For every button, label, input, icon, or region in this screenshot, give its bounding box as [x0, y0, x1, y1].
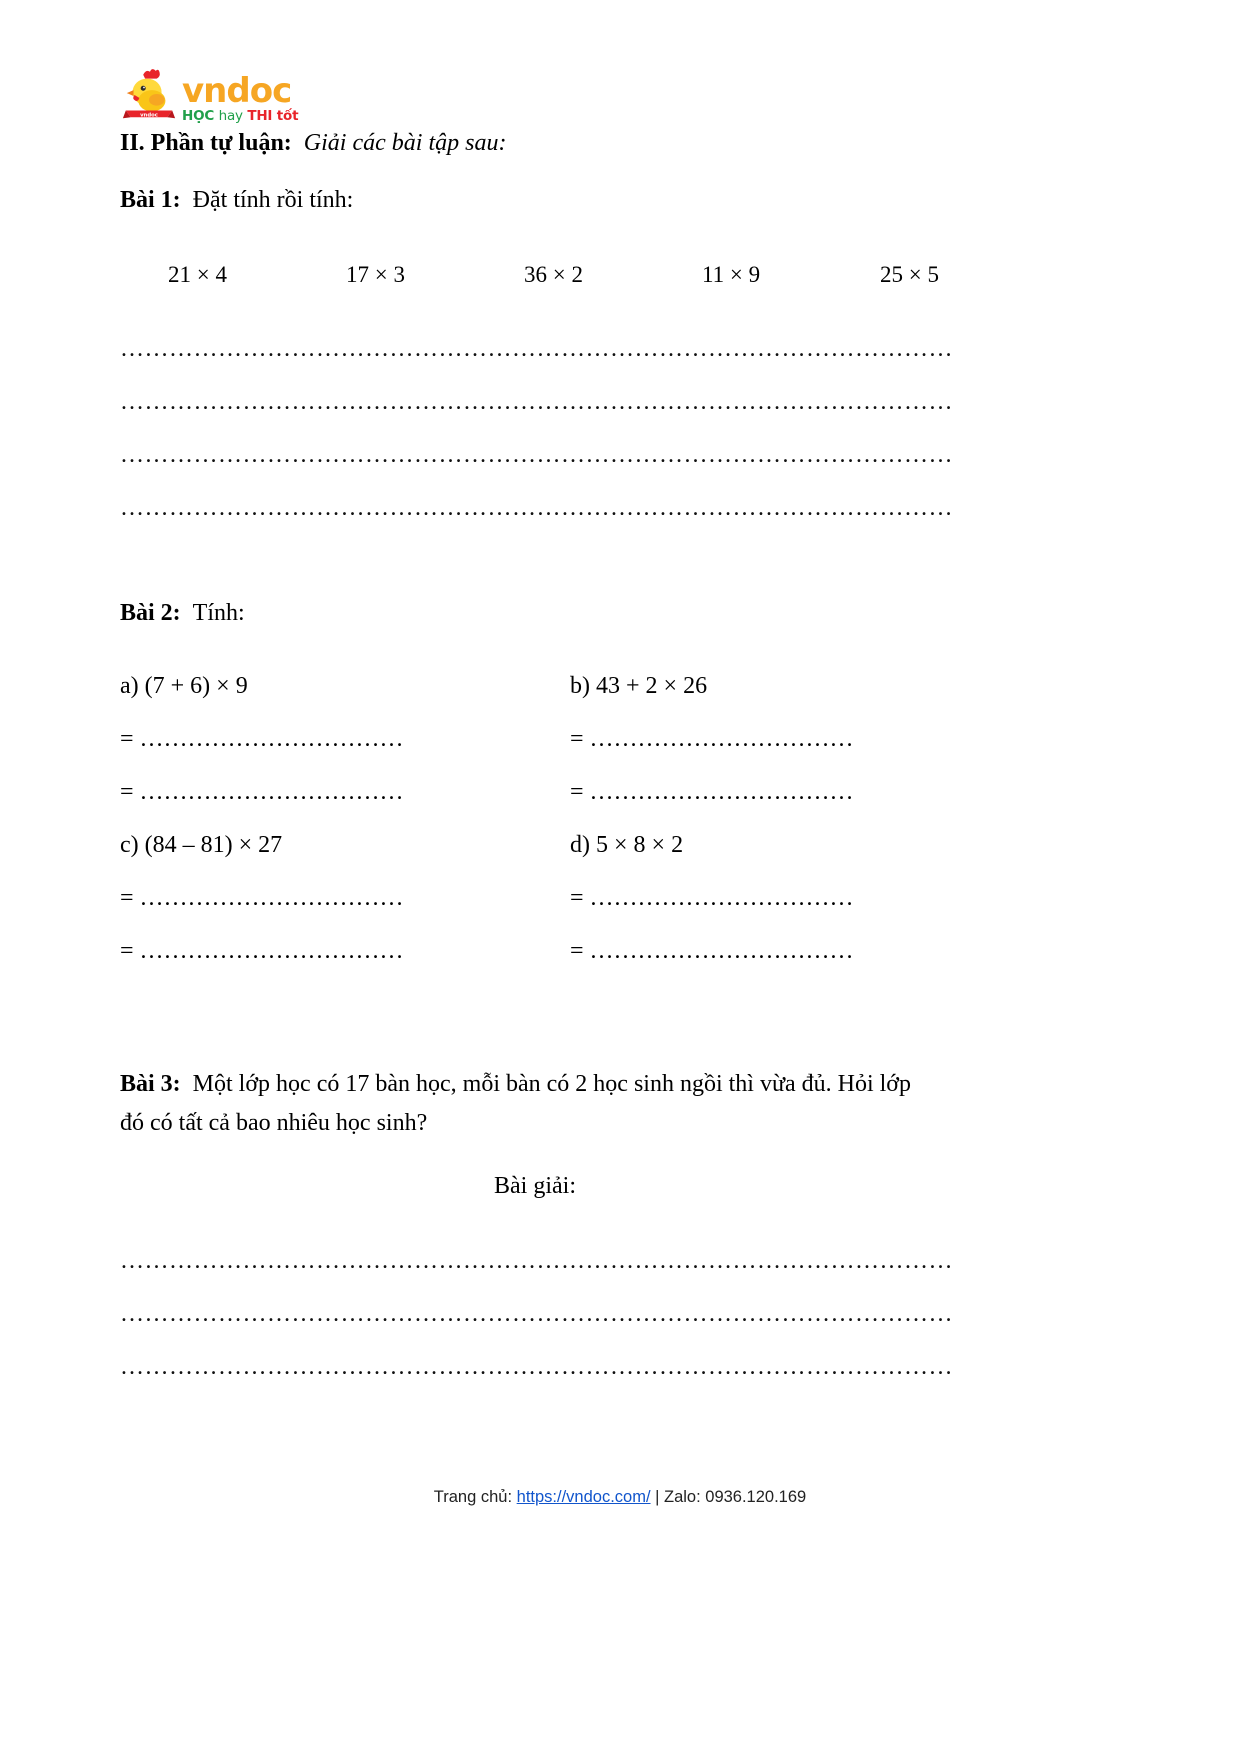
- bai1-answer-line-2: …………………………………………………………………………………………: [120, 389, 953, 415]
- bai1-answer-line-1: …………………………………………………………………………………………: [120, 336, 953, 362]
- equals-sign: =: [570, 779, 584, 805]
- bai3-solution-label: Bài giải:: [494, 1172, 576, 1199]
- bai1-label: Bài 1:: [120, 187, 181, 213]
- bai2-row-ab: [120, 673, 1120, 700]
- footer-prefix: Trang chủ:: [433, 1488, 517, 1506]
- bai2-item-b: b) 43 + 2 × 26: [570, 673, 708, 699]
- footer-website-link[interactable]: https://vndoc.com/: [516, 1488, 651, 1506]
- tagline-hay: hay: [218, 107, 243, 124]
- dots: ……………………………: [139, 726, 404, 752]
- dots: ……………………………: [589, 726, 854, 752]
- equals-sign: =: [120, 726, 134, 752]
- bai2-c-answer-1: [120, 885, 570, 912]
- dots: ……………………………: [139, 779, 404, 805]
- bai1-expr-1: 21 × 4: [168, 262, 227, 287]
- bai2-c-answer-2: [120, 938, 570, 965]
- page-footer: [0, 1488, 1240, 1507]
- bai3-text-line2: đó có tất cả bao nhiêu học sinh?: [120, 1109, 428, 1136]
- bai3-answer-line-3: …………………………………………………………………………………………: [120, 1353, 953, 1380]
- bai2-d-answer-2: [570, 938, 1020, 965]
- bai3-statement-cont: [120, 1104, 1120, 1143]
- bai2-item-a: a) (7 + 6) × 9: [120, 673, 248, 699]
- bai3-statement: [120, 1065, 1120, 1104]
- logo-wordmark: [182, 71, 299, 124]
- bai2-title: Tính:: [192, 600, 245, 626]
- bai2-row-ab-answer-2: [120, 753, 1120, 806]
- tagline-tot: tốt: [276, 107, 299, 124]
- dots: ……………………………: [589, 938, 854, 964]
- bai3-answer-line-2: …………………………………………………………………………………………: [120, 1300, 953, 1327]
- tagline-hoc: HỌC: [182, 107, 215, 124]
- bai2-a-answer-1: [120, 726, 570, 753]
- svg-text:vndoc: vndoc: [140, 112, 158, 119]
- bai3-answer-line-1: …………………………………………………………………………………………: [120, 1247, 953, 1274]
- equals-sign: =: [120, 779, 134, 805]
- bai1-expressions: [120, 262, 1120, 288]
- bai2-row-ab-answer-1: [120, 700, 1120, 753]
- bai2-heading: [120, 600, 1120, 627]
- section-label: II. Phần tự luận:: [120, 130, 292, 156]
- bai2-b-answer-1: [570, 726, 1020, 753]
- equals-sign: =: [120, 885, 134, 911]
- dots: ……………………………: [139, 938, 404, 964]
- bai2-b-answer-2: [570, 779, 1020, 806]
- bai2-label: Bài 2:: [120, 600, 181, 626]
- bai3-label: Bài 3:: [120, 1071, 181, 1097]
- footer-suffix: | Zalo: 0936.120.169: [650, 1488, 807, 1506]
- tagline-thi: THI: [247, 107, 273, 124]
- bai2-item-c: c) (84 – 81) × 27: [120, 832, 283, 858]
- rooster-mascot-icon: [120, 66, 178, 124]
- document-content: [120, 130, 1120, 1381]
- bai1-expr-2: 17 × 3: [346, 262, 405, 287]
- bai1-answer-line-4: …………………………………………………………………………………………: [120, 495, 953, 521]
- logo-tagline: [182, 107, 299, 124]
- bai1-heading: [120, 187, 1120, 214]
- bai1-answer-line-3: …………………………………………………………………………………………: [120, 442, 953, 468]
- equals-sign: =: [570, 726, 584, 752]
- vndoc-logo: [120, 62, 298, 124]
- bai1-expr-5: 25 × 5: [880, 262, 939, 287]
- bai1-title: Đặt tính rồi tính:: [192, 187, 354, 213]
- bai2-row-cd: [120, 832, 1120, 859]
- bai2-a-answer-2: [120, 779, 570, 806]
- section-heading: [120, 130, 1120, 157]
- dots: ……………………………: [139, 885, 404, 911]
- equals-sign: =: [120, 938, 134, 964]
- equals-sign: =: [570, 885, 584, 911]
- dots: ……………………………: [589, 885, 854, 911]
- bai1-expr-4: 11 × 9: [702, 262, 761, 287]
- bai1-expr-3: 36 × 2: [524, 262, 583, 287]
- bai2-d-answer-1: [570, 885, 1020, 912]
- section-instruction: Giải các bài tập sau:: [303, 130, 507, 156]
- dots: ……………………………: [589, 779, 854, 805]
- bai2-row-cd-answer-2: [120, 912, 1120, 965]
- bai2-row-cd-answer-1: [120, 859, 1120, 912]
- bai2-item-d: d) 5 × 8 × 2: [570, 832, 684, 858]
- bai3-text-line1: Một lớp học có 17 bàn học, mỗi bàn có 2 học sinh ngồi thì vừa đủ. Hỏi lớp: [192, 1071, 911, 1097]
- logo-text: vndoc: [182, 71, 292, 112]
- equals-sign: =: [570, 938, 584, 964]
